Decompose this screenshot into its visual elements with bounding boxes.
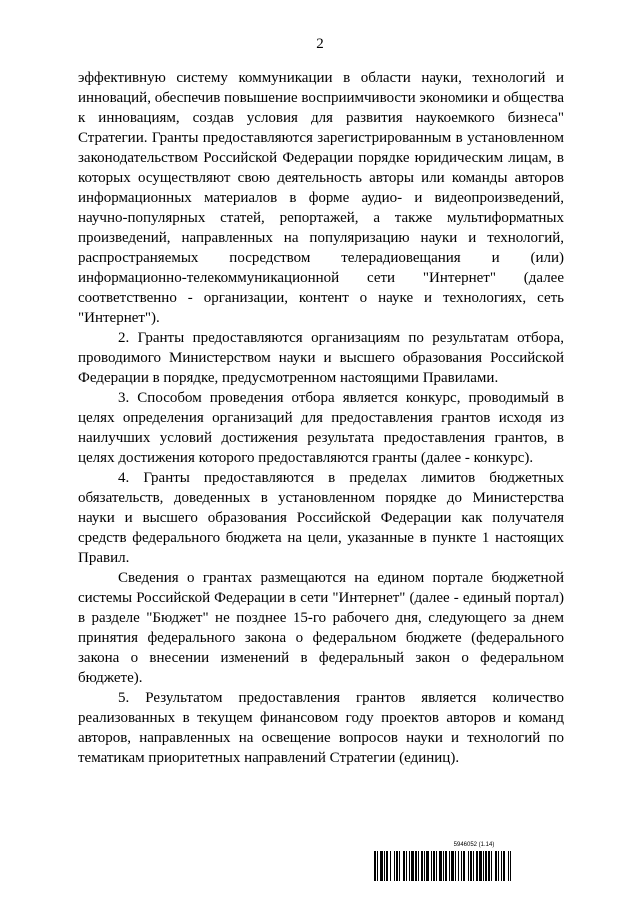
document-body (78, 68, 564, 768)
document-code: 5946052 (1.14) (453, 842, 495, 848)
barcode (374, 851, 574, 881)
paragraph-grant-info: Сведения о грантах размещаются на едином портале бюджетной системы Российской Федерации в сети "Интернет" (далее - единый портал) в разделе "Бюджет" не позднее 15-го рабочего дня, следующего за днем принятия федерального закона о федеральном бюджете (федерального закона о внесении изменений в федеральный закон о федеральном бюджете). (78, 570, 564, 686)
paragraph-item-4: 4. Гранты предоставляются в пределах лимитов бюджетных обязательств, доведенных в установленном порядке до Министерства науки и высшего образования Российской Федерации как получателя средств федерального бюджета на цели, указанные в пункте 1 настоящих Правил. (78, 470, 564, 566)
paragraph-item-3: 3. Способом проведения отбора является конкурс, проводимый в целях определения организаций для предоставления грантов исходя из наилучших условий достижения результата предоставления грантов, в целях достижения которого предоставляются гранты (далее - конкурс). (78, 390, 564, 466)
paragraph-item-5: 5. Результатом предоставления грантов является количество реализованных в текущем финансовом году проектов авторов и команд авторов, направленных на освещение вопросов науки и технологий по тематикам приоритетных направлений Стратегии (единиц). (78, 690, 564, 766)
paragraph-item-2: 2. Гранты предоставляются организациям по результатам отбора, проводимого Министерством науки и высшего образования Российской Федерации в порядке, предусмотренном настоящими Правилами. (78, 330, 564, 386)
page-number: 2 (316, 36, 324, 52)
paragraph-continuation: эффективную систему коммуникации в области науки, технологий и инноваций, обеспечив повышение восприимчивости экономики и общества к инновациям, создав условия для развития наукоемкого бизнеса" Стратегии. Гранты предоставляются зарегистрированным в установленном законодательством Российской Федерации порядке юридическим лицам, в которых осуществляют свою деятельность авторы или команды авторов информационных материалов в форме аудио- и видеопроизведений, научно-популярных статей, репортажей, а также мультиформатных произведений, направленных на популяризацию науки и технологий, распространяемых посредством телерадиовещания и (или) информационно-телекоммуникационной сети "Интернет" (далее соответственно - организации, контент о науке и технологиях, сеть "Интернет"). (78, 70, 564, 326)
